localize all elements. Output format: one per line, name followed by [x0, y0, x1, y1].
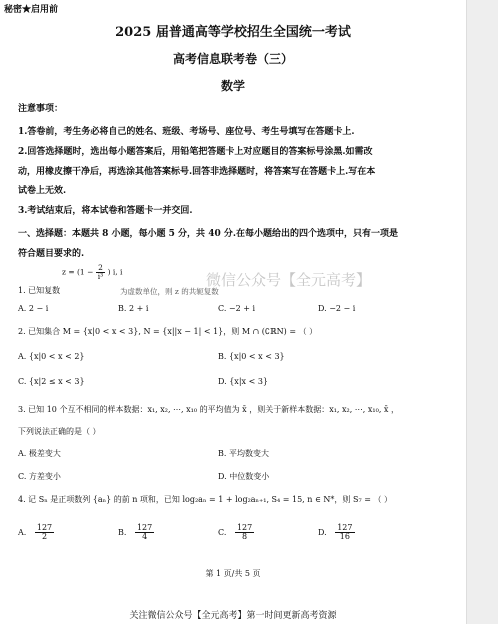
scrollbar-track[interactable]: [466, 0, 498, 624]
section-heading-line-2: 符合题目要求的.: [18, 249, 85, 259]
q3-option-c: C. 方差变小: [18, 472, 61, 481]
q2-option-a: A. {x|0 < x < 2}: [18, 352, 85, 361]
watermark: 微信公众号【全元高考】: [206, 271, 372, 289]
q1-option-d: D. −2 − i: [318, 304, 356, 313]
section-heading-line-1: 一、选择题：本题共 8 小题，每小题 5 分，共 40 分.在每小题给出的四个选项中，只有一项是: [18, 229, 398, 239]
q4-stem: 4. 记 Sₙ 是正项数列 {aₙ} 的前 n 项和，已知 log₂aₙ = 1 + log₂aₙ₊₁, S₄ = 15, n ∈ N*，则 S₇ = （ ）: [18, 495, 392, 504]
exam-title: 2025 届普通高等学校招生全国统一考试: [115, 25, 351, 40]
q1-formula: z = (1 − $\frac{2}{\text{i³}}$ ) i, i: [62, 263, 123, 281]
q3-option-b: B. 平均数变大: [218, 449, 269, 458]
q1-option-a: A. 2 − i: [18, 304, 49, 313]
q4-option-a: A. $\frac{127}{2}$: [18, 523, 53, 542]
note-2-line-3: 试卷上无效.: [18, 186, 67, 196]
page-number: 第 1 页/共 5 页: [205, 569, 261, 578]
q2-option-d: D. {x|x < 3}: [218, 377, 268, 386]
q4-option-c: C. $\frac{127}{8}$: [218, 523, 253, 542]
q2-stem: 2. 已知集合 M = {x|0 < x < 3}, N = {x||x − 1| < 1}，则 M ∩ (∁ℝN) = （ ）: [18, 327, 318, 336]
confidential-label: 秘密★启用前: [4, 5, 59, 15]
q4-option-a-fraction: $\frac{127}{2}$: [36, 523, 53, 542]
q3-option-a: A. 极差变大: [18, 449, 61, 458]
note-2-line-2: 动，用橡皮擦干净后，再选涂其他答案标号.回答非选择题时，将答案写在答题卡上.写在本: [18, 167, 376, 177]
q4-option-b-fraction: $\frac{127}{4}$: [136, 523, 153, 542]
q3-option-d: D. 中位数变小: [218, 472, 270, 481]
q1-option-b: B. 2 + i: [118, 304, 149, 313]
note-2-line-1: 2.回答选择题时，选出每小题答案后，用铅笔把答题卡上对应题目的答案标号涂黑.如需改: [18, 147, 373, 157]
q1-stem-tail: 为虚数单位，则 z 的共轭复数: [120, 287, 219, 296]
q3-stem-line-2: 下列说法正确的是（ ）: [18, 427, 101, 436]
q2-option-b: B. {x|0 < x < 3}: [218, 352, 285, 361]
footer-note: 关注微信公众号【全元高考】第一时间更新高考资源: [129, 611, 337, 621]
q2-option-c: C. {x|2 ≤ x < 3}: [18, 377, 85, 386]
subject-title: 数学: [220, 79, 245, 93]
note-3: 3.考试结束后，将本试卷和答题卡一并交回.: [18, 206, 193, 216]
q1-option-c: C. −2 + i: [218, 304, 256, 313]
q4-option-c-fraction: $\frac{127}{8}$: [236, 523, 253, 542]
q4-option-b: B. $\frac{127}{4}$: [118, 523, 153, 542]
note-1: 1.答卷前，考生务必将自己的姓名、班级、考场号、座位号、考生号填写在答题卡上.: [18, 127, 355, 137]
q4-option-d: D. $\frac{127}{16}$: [318, 523, 353, 542]
q4-option-d-fraction: $\frac{127}{16}$: [337, 523, 353, 542]
exam-subtitle: 高考信息联考卷（三）: [172, 52, 293, 66]
q1-stem: 1. 已知复数: [18, 286, 61, 295]
q1-formula-fraction: $\frac{2}{\text{i³}}$: [97, 263, 104, 281]
q3-stem-line-1: 3. 已知 10 个互不相同的样本数据：x₁, x₂, ⋯, x₁₀ 的平均值为 x̄ ，则关于新样本数据：x₁, x₂, ⋯, x₁₀, x̄ ，: [18, 405, 399, 414]
notes-heading: 注意事项：: [18, 104, 64, 114]
